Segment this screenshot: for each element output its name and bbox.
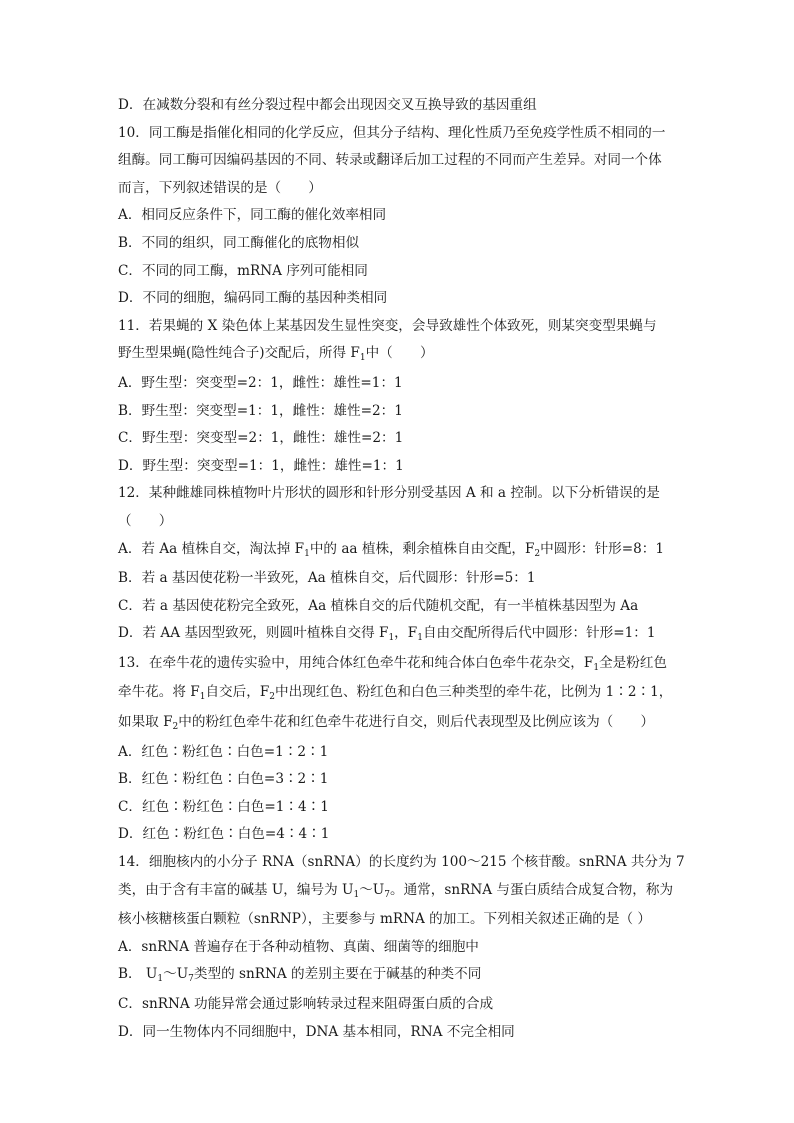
option-text: ，F: [394, 625, 418, 642]
q10-stem-line-3: 而言，下列叙述错误的是（ ）: [118, 179, 322, 196]
subscript: 1: [353, 889, 360, 900]
option-text: 中圆形：针形=8：1: [540, 540, 664, 557]
q14-option-d: D．同一生物体内不同细胞中，DNA 基本相同，RNA 不完全相同: [118, 1023, 515, 1040]
option-text: 自由交配所得后代中圆形：针形=1：1: [422, 625, 656, 642]
subscript: 1: [304, 548, 310, 559]
q13-option-a: A．红色∶粉红色∶白色=1∶2∶1: [118, 743, 329, 760]
stem-text: 中的粉红色牵牛花和红色牵牛花进行自交，则后代表现型及比例应该为（ ）: [178, 714, 655, 731]
stem-text: 。通常，snRNA 与蛋白质结合成复合物，称为: [390, 881, 674, 898]
question-10: [118, 120, 678, 313]
q11-option-b: B．野生型：突变型=1：1，雌性：雄性=2：1: [118, 402, 403, 419]
subscript: 2: [534, 548, 541, 559]
q13-option-d: D．红色∶粉红色∶白色=4∶4∶1: [118, 826, 330, 843]
q11-stem-line-2: [118, 340, 678, 370]
stem-text: 中出现红色、粉红色和白色三种类型的牵牛花，比例为 1∶2∶1，: [275, 684, 673, 701]
q12-option-b: B．若 a 基因使花粉一半致死，Aa 植株自交，后代圆形：针形=5：1: [118, 570, 536, 587]
q13-stem-line-3: [118, 709, 678, 739]
q10-option-b: B．不同的组织，同工酶催化的底物相似: [118, 234, 360, 251]
q14-option-a: A．snRNA 普遍存在于各种动植物、真菌、细菌等的细胞中: [118, 938, 479, 955]
stem-text: 自交后，F: [205, 684, 270, 701]
q10-stem-line-2: 组酶。同工酶可因编码基因的不同、转录或翻译后加工过程的不同而产生差异。对同一个体: [118, 152, 662, 169]
q11-stem-text: 野生型果蝇(隐性纯合子)交配后，所得 F: [118, 345, 360, 362]
stem-text: ～U: [359, 881, 385, 898]
q13-stem-line-2: [118, 679, 678, 709]
q13-option-b: B．红色∶粉红色∶白色=3∶2∶1: [118, 771, 329, 788]
q11-option-a: A．野生型：突变型=2：1，雌性：雄性=1：1: [118, 374, 403, 391]
option-text: ～U: [163, 966, 189, 983]
q11-option-d: D．野生型：突变型=1：1，雌性：雄性=1：1: [118, 457, 404, 474]
q14-option-b: [118, 961, 678, 991]
q9-option-d: D．在减数分裂和有丝分裂过程中都会出现因交叉互换导致的基因重组: [118, 97, 537, 113]
subscript: 1: [417, 633, 423, 644]
q12-stem-line-2: （ ）: [118, 512, 173, 529]
q10-stem-line-1: 10．同工酶是指催化相同的化学反应，但其分子结构、理化性质乃至免疫学性质不相同的一: [118, 124, 666, 141]
subscript: 1: [593, 662, 600, 673]
subscript: 2: [172, 722, 179, 733]
question-11: [118, 313, 678, 481]
stem-text: 13．在牵牛花的遗传实验中，用纯合体红色牵牛花和纯合体白色牵牛花杂交，F: [118, 654, 594, 671]
subscript: 1: [388, 633, 395, 644]
q14-stem-line-3: 核小核糖核蛋白颗粒（snRNP），主要参与 mRNA 的加工。下列相关叙述正确的是（ ）: [118, 911, 652, 928]
stem-text: 全是粉红色: [599, 654, 668, 671]
q12-option-a: [118, 536, 678, 566]
subscript: 2: [269, 692, 276, 703]
question-14: [118, 849, 685, 1046]
q12-option-d: [118, 620, 678, 650]
subscript: 1: [199, 692, 206, 703]
option-text: B． U: [118, 966, 158, 983]
subscript: 7: [384, 889, 390, 900]
q14-stem-line-1: 14．细胞核内的小分子 RNA（snRNA）的长度约为 100～215 个核苷酸。snRNA 共分为 7: [118, 854, 685, 871]
subscript: 7: [188, 974, 194, 985]
option-text: 中的 aa 植株，剩余植株自由交配，F: [309, 540, 535, 557]
exam-page: [118, 92, 685, 1046]
option-text: D．若 AA 基因型致死，则圆叶植株自交得 F: [118, 625, 389, 642]
subscript: 1: [157, 974, 164, 985]
q14-option-c: C．snRNA 功能异常会通过影响转录过程来阻碍蛋白质的合成: [118, 996, 494, 1012]
q14-stem-line-2: [118, 877, 678, 907]
subscript: 1: [359, 353, 366, 364]
q11-stem-line-1: 11．若果蝇的 X 染色体上某基因发生显性突变，会导致雄性个体致死，则某突变型果蝇与: [118, 317, 657, 334]
question-12: [118, 480, 678, 650]
stem-text: 如果取 F: [118, 714, 173, 731]
q12-stem-line-1: 12．某种雌雄同株植物叶片形状的圆形和针形分别受基因 A 和 a 控制。以下分析错误的是: [118, 485, 660, 502]
option-text: 类型的 snRNA 的差别主要在于碱基的种类不同: [193, 966, 482, 983]
q13-stem-line-1: [118, 650, 678, 680]
q10-option-d: D．不同的细胞，编码同工酶的基因种类相同: [118, 290, 388, 307]
q11-option-c: C．野生型：突变型=2：1，雌性：雄性=2：1: [118, 430, 404, 447]
stem-text: 类，由于含有丰富的碱基 U，编号为 U: [118, 881, 354, 898]
q12-option-c: C．若 a 基因使花粉完全致死，Aa 植株自交的后代随机交配，有一半植株基因型为 Aa: [118, 597, 639, 614]
question-13: [118, 650, 678, 849]
q11-stem-text: 中（ ）: [365, 345, 434, 362]
q10-option-a: A．相同反应条件下，同工酶的催化效率相同: [118, 207, 387, 224]
stem-text: 牵牛花。将 F: [118, 684, 200, 701]
option-text: A．若 Aa 植株自交，淘汰掉 F: [118, 540, 305, 557]
q10-option-c: C．不同的同工酶，mRNA 序列可能相同: [118, 262, 368, 279]
q13-option-c: C．红色∶粉红色∶白色=1∶4∶1: [118, 798, 329, 815]
